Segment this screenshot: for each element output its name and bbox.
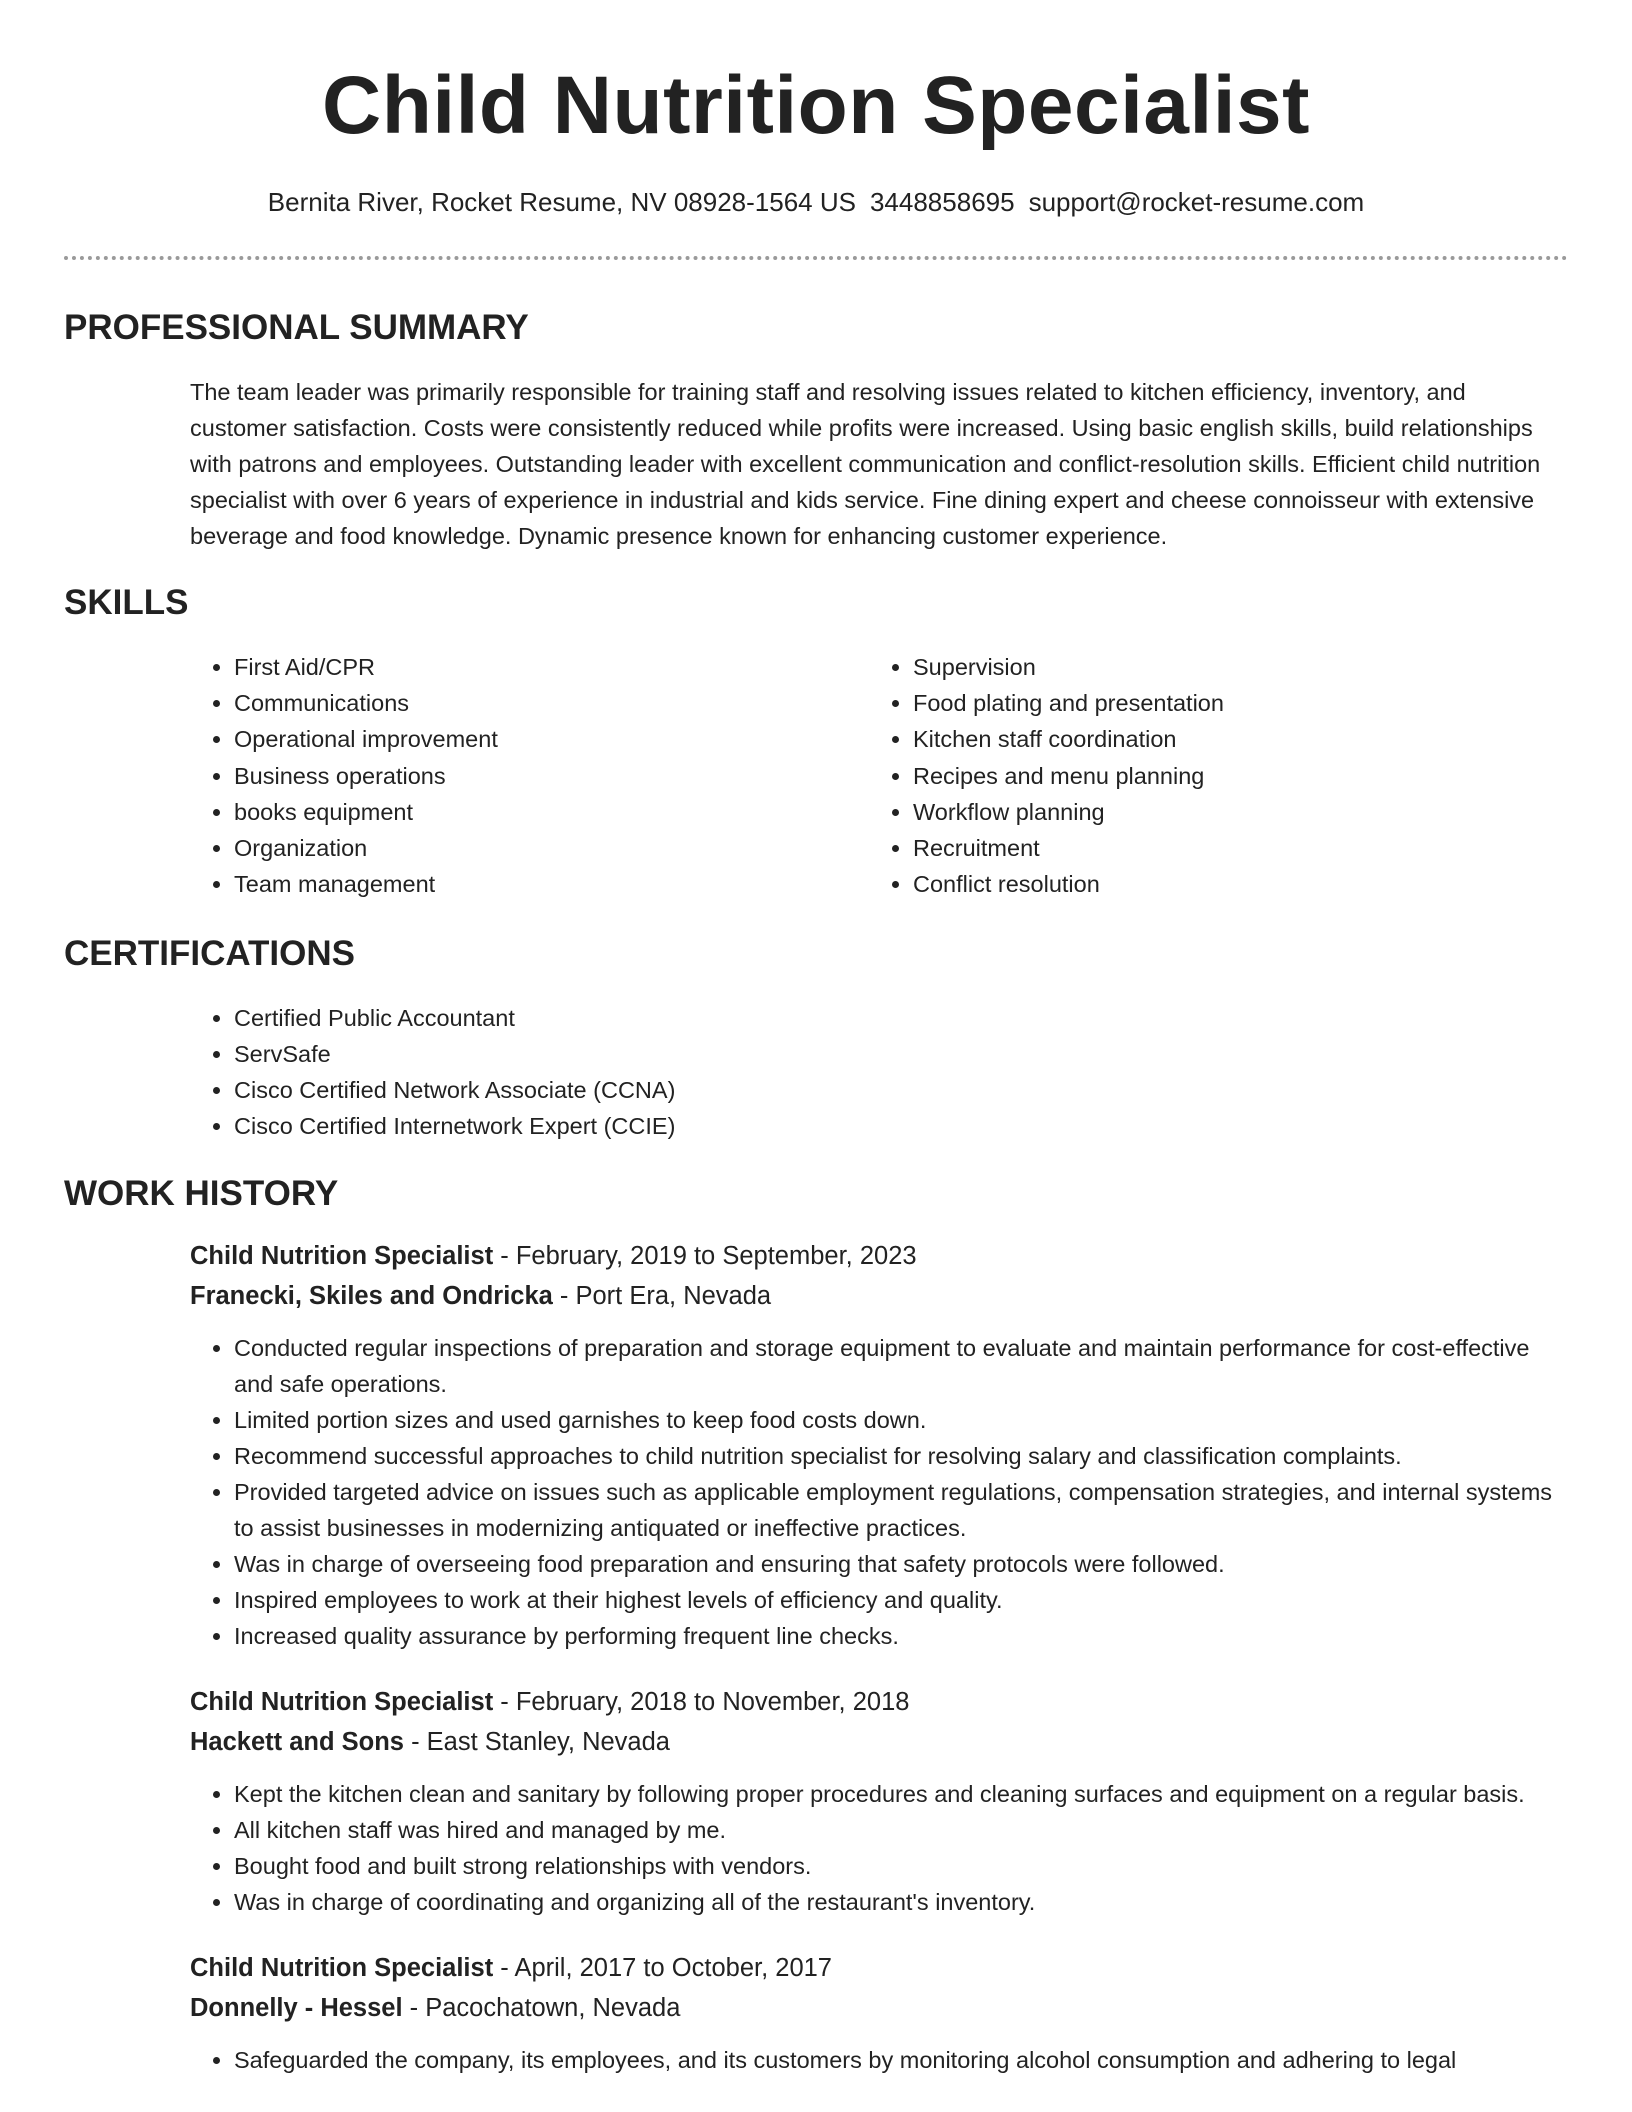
job-bullet: • Provided targeted advice on issues such as applicable employment regulations, compensation strategies, and internal systems to assist businesses in modernizing antiquated or ineffective practices. <box>234 1474 1568 1546</box>
skills-column-left <box>190 649 869 902</box>
job-location: - Pacochatown, Nevada <box>402 1994 681 2023</box>
certifications-list <box>190 1000 1568 1144</box>
job-bullet: • Bought food and built strong relationships with vendors. <box>234 1848 1568 1884</box>
job-bullet: • Inspired employees to work at their highest levels of efficiency and quality. <box>234 1582 1568 1618</box>
job-entry <box>190 1236 1568 1654</box>
summary-title: PROFESSIONAL SUMMARY <box>64 308 529 347</box>
job-company: Hackett and Sons <box>190 1728 404 1757</box>
job-company-line <box>190 1722 1568 1762</box>
skill-item: • Operational improvement <box>234 721 869 757</box>
resume-page <box>64 0 1568 2078</box>
job-dates: - February, 2018 to November, 2018 <box>493 1688 910 1717</box>
skills-grid <box>190 649 1568 902</box>
job-bullet: • Recommend successful approaches to child nutrition specialist for resolving salary and classification complaints. <box>234 1438 1568 1474</box>
job-role: Child Nutrition Specialist <box>190 1954 494 1983</box>
skill-item: • Organization <box>234 830 869 866</box>
contact-email[interactable]: support@rocket-resume.com <box>1028 187 1365 217</box>
skill-item: • Workflow planning <box>913 794 1548 830</box>
job-bullets <box>190 2042 1568 2078</box>
skill-item: • Recipes and menu planning <box>913 758 1548 794</box>
certification-item: • Cisco Certified Network Associate (CCNA) <box>234 1072 1568 1108</box>
job-company-line <box>190 1276 1568 1316</box>
job-bullets <box>190 1330 1568 1654</box>
skill-item: • Communications <box>234 685 869 721</box>
job-bullet: • Increased quality assurance by performing frequent line checks. <box>234 1618 1568 1654</box>
skill-item: • books equipment <box>234 794 869 830</box>
job-role: Child Nutrition Specialist <box>190 1688 494 1717</box>
skill-item: • Kitchen staff coordination <box>913 721 1548 757</box>
skill-item: • First Aid/CPR <box>234 649 869 685</box>
contact-address: Bernita River, Rocket Resume, NV 08928-1564 US <box>267 187 856 217</box>
candidate-name: Child Nutrition Specialist <box>322 60 1310 151</box>
job-bullets <box>190 1776 1568 1920</box>
job-dates: - April, 2017 to October, 2017 <box>493 1954 832 1983</box>
work-history-title: WORK HISTORY <box>64 1174 339 1214</box>
contact-line <box>64 185 1568 219</box>
job-role-line <box>190 1948 1568 1988</box>
skill-item: • Supervision <box>913 649 1548 685</box>
job-location: - East Stanley, Nevada <box>403 1728 670 1757</box>
certification-item: • Cisco Certified Internetwork Expert (CCIE) <box>234 1108 1568 1144</box>
job-entry <box>190 1682 1568 1920</box>
job-bullet: • Was in charge of coordinating and organizing all of the restaurant's inventory. <box>234 1884 1568 1920</box>
skill-item: • Team management <box>234 866 869 902</box>
skill-item: • Business operations <box>234 758 869 794</box>
certification-item: • Certified Public Accountant <box>234 1000 1568 1036</box>
job-bullet: • Conducted regular inspections of preparation and storage equipment to evaluate and maintain performance for cost-effective and safe operations. <box>234 1330 1568 1402</box>
job-bullet: • Limited portion sizes and used garnishes to keep food costs down. <box>234 1402 1568 1438</box>
job-bullet: • Safeguarded the company, its employees, and its customers by monitoring alcohol consumption and adhering to legal <box>234 2042 1568 2078</box>
job-bullet: • Kept the kitchen clean and sanitary by following proper procedures and cleaning surfaces and equipment on a regular basis. <box>234 1776 1568 1812</box>
certification-item: • ServSafe <box>234 1036 1568 1072</box>
job-entry <box>190 1948 1568 2078</box>
certifications-title: CERTIFICATIONS <box>64 934 356 974</box>
job-dates: - February, 2019 to September, 2023 <box>493 1242 917 1271</box>
skills-column-right <box>869 649 1548 902</box>
job-bullet: • All kitchen staff was hired and managed by me. <box>234 1812 1568 1848</box>
job-role: Child Nutrition Specialist <box>190 1242 494 1271</box>
job-role-line <box>190 1682 1568 1722</box>
skills-title: SKILLS <box>64 583 189 622</box>
skill-item: • Food plating and presentation <box>913 685 1548 721</box>
job-company: Franecki, Skiles and Ondricka <box>190 1282 553 1311</box>
skill-item: • Conflict resolution <box>913 866 1548 902</box>
job-company: Donnelly - Hessel <box>190 1994 403 2023</box>
job-role-line <box>190 1236 1568 1276</box>
job-bullet: • Was in charge of overseeing food preparation and ensuring that safety protocols were followed. <box>234 1546 1568 1582</box>
skill-item: • Recruitment <box>913 830 1548 866</box>
summary-text: The team leader was primarily responsible for training staff and resolving issues related to kitchen efficiency, inventory, and customer satisfaction. Costs were consistently reduced while profits were increased. Using basic english skills, build relationships with patrons and employees. Outstanding leader with excellent communication and conflict-resolution skills. Efficient child nutrition specialist with over 6 years of experience in industrial and kids service. Fine dining expert and cheese connoisseur with extensive beverage and food knowledge. Dynamic presence known for enhancing customer experience. <box>190 379 1541 549</box>
job-company-line <box>190 1988 1568 2028</box>
header-divider <box>64 256 1568 260</box>
contact-phone: 3448858695 <box>869 187 1015 217</box>
job-location: - Port Era, Nevada <box>552 1282 772 1311</box>
